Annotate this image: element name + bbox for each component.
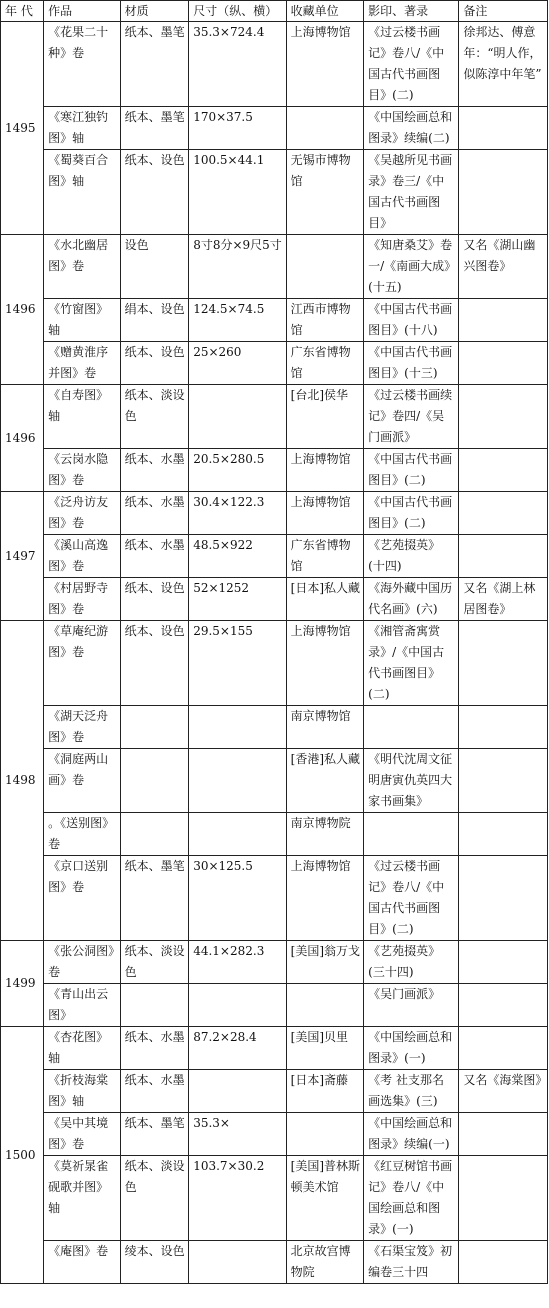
year-cell: 1496 xyxy=(1,385,44,492)
records-cell: 《过云楼书画记》卷八/《中国古代书画图目》(二) xyxy=(364,22,459,107)
notes-cell xyxy=(459,1027,548,1070)
size-cell: 48.5×922 xyxy=(189,535,286,578)
size-cell: 103.7×30.2 xyxy=(189,1156,286,1241)
material-cell: 纸本、墨笔 xyxy=(120,22,189,107)
collection-cell: 南京博物馆 xyxy=(286,706,364,749)
collection-cell: [美国]贝里 xyxy=(286,1027,364,1070)
table-row xyxy=(1,1070,548,1113)
material-cell: 纸本、水墨 xyxy=(120,492,189,535)
notes-cell xyxy=(459,385,548,449)
header-work: 作品 xyxy=(44,1,120,22)
material-cell: 纸本、墨笔 xyxy=(120,856,189,941)
records-cell: 《海外藏中国历代名画》(六) xyxy=(364,578,459,621)
notes-cell xyxy=(459,342,548,385)
size-cell: 170×37.5 xyxy=(189,107,286,150)
table-row xyxy=(1,706,548,749)
size-cell: 100.5×44.1 xyxy=(189,150,286,235)
material-cell: 设色 xyxy=(120,235,189,299)
notes-cell xyxy=(459,1156,548,1241)
header-size: 尺寸（纵、横） xyxy=(189,1,286,22)
work-cell: 《京口送别图》卷 xyxy=(44,856,120,941)
collection-cell: 广东省博物馆 xyxy=(286,342,364,385)
work-cell: 《自寿图》轴 xyxy=(44,385,120,449)
table-row xyxy=(1,342,548,385)
size-cell: 35.3×724.4 xyxy=(189,22,286,107)
material-cell: 纸本、设色 xyxy=(120,342,189,385)
table-row xyxy=(1,621,548,706)
table-row xyxy=(1,749,548,813)
records-cell: 《艺苑掇英》(十四) xyxy=(364,535,459,578)
table-row xyxy=(1,578,548,621)
size-cell: 35.3× xyxy=(189,1113,286,1156)
year-cell: 1495 xyxy=(1,22,44,235)
collection-cell xyxy=(286,1113,364,1156)
records-cell: 《中国古代书画图目》(二) xyxy=(364,492,459,535)
table-row xyxy=(1,984,548,1027)
table-row xyxy=(1,449,548,492)
records-cell: 《知唐桑艾》卷一/《南画大成》(十五) xyxy=(364,235,459,299)
work-cell: 《吴中其境图》卷 xyxy=(44,1113,120,1156)
table-row xyxy=(1,22,548,107)
collection-cell: 上海博物馆 xyxy=(286,621,364,706)
material-cell: 纸本、水墨 xyxy=(120,1070,189,1113)
table-row xyxy=(1,1241,548,1284)
header-year: 年 代 xyxy=(1,1,44,22)
work-cell: 《花果二十种》卷 xyxy=(44,22,120,107)
year-cell: 1499 xyxy=(1,941,44,1027)
collection-cell: 上海博物馆 xyxy=(286,22,364,107)
records-cell: 《艺苑掇英》(三十四) xyxy=(364,941,459,984)
collection-cell: [日本]私人藏 xyxy=(286,578,364,621)
work-cell: 《溪山高逸图》卷 xyxy=(44,535,120,578)
records-cell: 《石渠宝笈》初编卷三十四 xyxy=(364,1241,459,1284)
size-cell: 87.2×28.4 xyxy=(189,1027,286,1070)
records-cell: 《中国绘画总和图录》续编(二) xyxy=(364,107,459,150)
table-row xyxy=(1,1027,548,1070)
table-row xyxy=(1,299,548,342)
records-cell: 《红豆树馆书画记》卷八/《中国绘画总和图录》(一) xyxy=(364,1156,459,1241)
work-cell: 《竹窗图》轴 xyxy=(44,299,120,342)
notes-cell: 又名《湖山幽兴图卷》 xyxy=(459,235,548,299)
table-row xyxy=(1,941,548,984)
collection-cell xyxy=(286,984,364,1027)
work-cell: 《泛舟访友图》卷 xyxy=(44,492,120,535)
notes-cell xyxy=(459,1241,548,1284)
records-cell xyxy=(364,813,459,856)
collection-cell: 无锡市博物馆 xyxy=(286,150,364,235)
table-row xyxy=(1,1156,548,1241)
notes-cell: 又名《海棠图》 xyxy=(459,1070,548,1113)
work-cell: 《莫祈㫤雀砚歌并图》轴 xyxy=(44,1156,120,1241)
size-cell: 30×125.5 xyxy=(189,856,286,941)
collection-cell: [美国]普林斯顿美术馆 xyxy=(286,1156,364,1241)
collection-cell: [台北]侯华 xyxy=(286,385,364,449)
notes-cell xyxy=(459,107,548,150)
collection-cell: 上海博物馆 xyxy=(286,856,364,941)
table-row xyxy=(1,813,548,856)
work-cell: 《庵图》卷 xyxy=(44,1241,120,1284)
size-cell: 44.1×282.3 xyxy=(189,941,286,984)
work-cell: 《云岗水隐图》卷 xyxy=(44,449,120,492)
work-cell: 《寒江独钓图》轴 xyxy=(44,107,120,150)
notes-cell: 又名《湖上林居图卷》 xyxy=(459,578,548,621)
collection-cell: [美国]翁万戈 xyxy=(286,941,364,984)
table-row xyxy=(1,492,548,535)
records-cell: 《中国古代书画图目》(二) xyxy=(364,449,459,492)
size-cell xyxy=(189,1241,286,1284)
work-cell: 《青山出云图》 xyxy=(44,984,120,1027)
collection-cell: 江西市博物馆 xyxy=(286,299,364,342)
notes-cell xyxy=(459,1113,548,1156)
collection-cell: 上海博物馆 xyxy=(286,492,364,535)
notes-cell xyxy=(459,621,548,706)
notes-cell xyxy=(459,941,548,984)
size-cell xyxy=(189,984,286,1027)
records-cell: 《中国古代书画图目》(十八) xyxy=(364,299,459,342)
size-cell xyxy=(189,706,286,749)
records-cell: 《中国古代书画图目》(十三) xyxy=(364,342,459,385)
records-cell: 《中国绘画总和图录》续编(一) xyxy=(364,1113,459,1156)
size-cell: 29.5×155 xyxy=(189,621,286,706)
table-row xyxy=(1,535,548,578)
notes-cell xyxy=(459,856,548,941)
collection-cell: [日本]斋藤 xyxy=(286,1070,364,1113)
header-collection: 收藏单位 xyxy=(286,1,364,22)
material-cell: 纸本、设色 xyxy=(120,621,189,706)
header-material: 材质 xyxy=(120,1,189,22)
notes-cell xyxy=(459,299,548,342)
size-cell: 20.5×280.5 xyxy=(189,449,286,492)
notes-cell xyxy=(459,449,548,492)
notes-cell xyxy=(459,535,548,578)
table-row xyxy=(1,150,548,235)
notes-cell xyxy=(459,492,548,535)
material-cell: 纸本、设色 xyxy=(120,150,189,235)
work-cell: 《村居野寺图》卷 xyxy=(44,578,120,621)
notes-cell xyxy=(459,749,548,813)
work-cell: 《赠黄淮序并图》卷 xyxy=(44,342,120,385)
year-cell: 1496 xyxy=(1,235,44,385)
material-cell: 纸本、设色 xyxy=(120,578,189,621)
material-cell: 纸本、水墨 xyxy=(120,535,189,578)
material-cell: 纸本、淡设色 xyxy=(120,1156,189,1241)
year-cell: 1500 xyxy=(1,1027,44,1284)
header-notes: 备注 xyxy=(459,1,548,22)
size-cell: 8寸8分×9尺5寸 xyxy=(189,235,286,299)
year-cell: 1497 xyxy=(1,492,44,621)
size-cell xyxy=(189,749,286,813)
records-cell: 《中国绘画总和图录》(一) xyxy=(364,1027,459,1070)
work-cell: 《张公洞图》卷 xyxy=(44,941,120,984)
work-cell: 《草庵纪游图》卷 xyxy=(44,621,120,706)
material-cell xyxy=(120,706,189,749)
records-cell: 《明代沈周文征明唐寅仇英四大家书画集》 xyxy=(364,749,459,813)
material-cell xyxy=(120,813,189,856)
table-row xyxy=(1,856,548,941)
records-cell: 《湘管斋寓赏录》/《中国古代书画图目》(二) xyxy=(364,621,459,706)
records-cell: 《过云楼书画记》卷八/《中国古代书画图目》(二) xyxy=(364,856,459,941)
collection-cell xyxy=(286,235,364,299)
table-row xyxy=(1,235,548,299)
work-cell: 《湖天泛舟图》卷 xyxy=(44,706,120,749)
collection-cell: 广东省博物馆 xyxy=(286,535,364,578)
notes-cell xyxy=(459,150,548,235)
records-cell xyxy=(364,706,459,749)
work-cell: 《洞庭两山画》卷 xyxy=(44,749,120,813)
collection-cell: 南京博物院 xyxy=(286,813,364,856)
table-body xyxy=(1,22,548,1284)
size-cell: 124.5×74.5 xyxy=(189,299,286,342)
records-cell: 《考 社支那名画选集》(三) xyxy=(364,1070,459,1113)
notes-cell xyxy=(459,706,548,749)
material-cell: 绫本、设色 xyxy=(120,1241,189,1284)
header-records: 影印、著录 xyxy=(364,1,459,22)
year-cell: 1498 xyxy=(1,621,44,941)
collection-cell: 北京故宫博物院 xyxy=(286,1241,364,1284)
collection-cell xyxy=(286,107,364,150)
work-cell: 《杏花图》轴 xyxy=(44,1027,120,1070)
material-cell: 绢本、设色 xyxy=(120,299,189,342)
material-cell xyxy=(120,984,189,1027)
work-cell: 《水北幽居图》卷 xyxy=(44,235,120,299)
table-row xyxy=(1,1113,548,1156)
records-cell: 《吴越所见书画录》卷三/《中国古代书画图目》 xyxy=(364,150,459,235)
material-cell: 纸本、淡设色 xyxy=(120,385,189,449)
records-cell: 《吴门画派》 xyxy=(364,984,459,1027)
notes-cell: 徐邦达、傅意年：“明人作，似陈淳中年笔” xyxy=(459,22,548,107)
material-cell: 纸本、水墨 xyxy=(120,1027,189,1070)
material-cell xyxy=(120,749,189,813)
work-cell: 。《送别图》卷 xyxy=(44,813,120,856)
size-cell xyxy=(189,813,286,856)
notes-cell xyxy=(459,813,548,856)
size-cell xyxy=(189,1070,286,1113)
size-cell xyxy=(189,385,286,449)
size-cell: 52×1252 xyxy=(189,578,286,621)
material-cell: 纸本、水墨 xyxy=(120,449,189,492)
header-row xyxy=(1,1,548,22)
size-cell: 30.4×122.3 xyxy=(189,492,286,535)
work-cell: 《折枝海棠图》轴 xyxy=(44,1070,120,1113)
material-cell: 纸本、墨笔 xyxy=(120,107,189,150)
table-row xyxy=(1,107,548,150)
material-cell: 纸本、淡设色 xyxy=(120,941,189,984)
table-row xyxy=(1,385,548,449)
work-cell: 《蜀葵百合图》轴 xyxy=(44,150,120,235)
collection-cell: [香港]私人藏 xyxy=(286,749,364,813)
collection-cell: 上海博物馆 xyxy=(286,449,364,492)
size-cell: 25×260 xyxy=(189,342,286,385)
records-cell: 《过云楼书画续记》卷四/《吴门画派》 xyxy=(364,385,459,449)
material-cell: 纸本、墨笔 xyxy=(120,1113,189,1156)
notes-cell xyxy=(459,984,548,1027)
